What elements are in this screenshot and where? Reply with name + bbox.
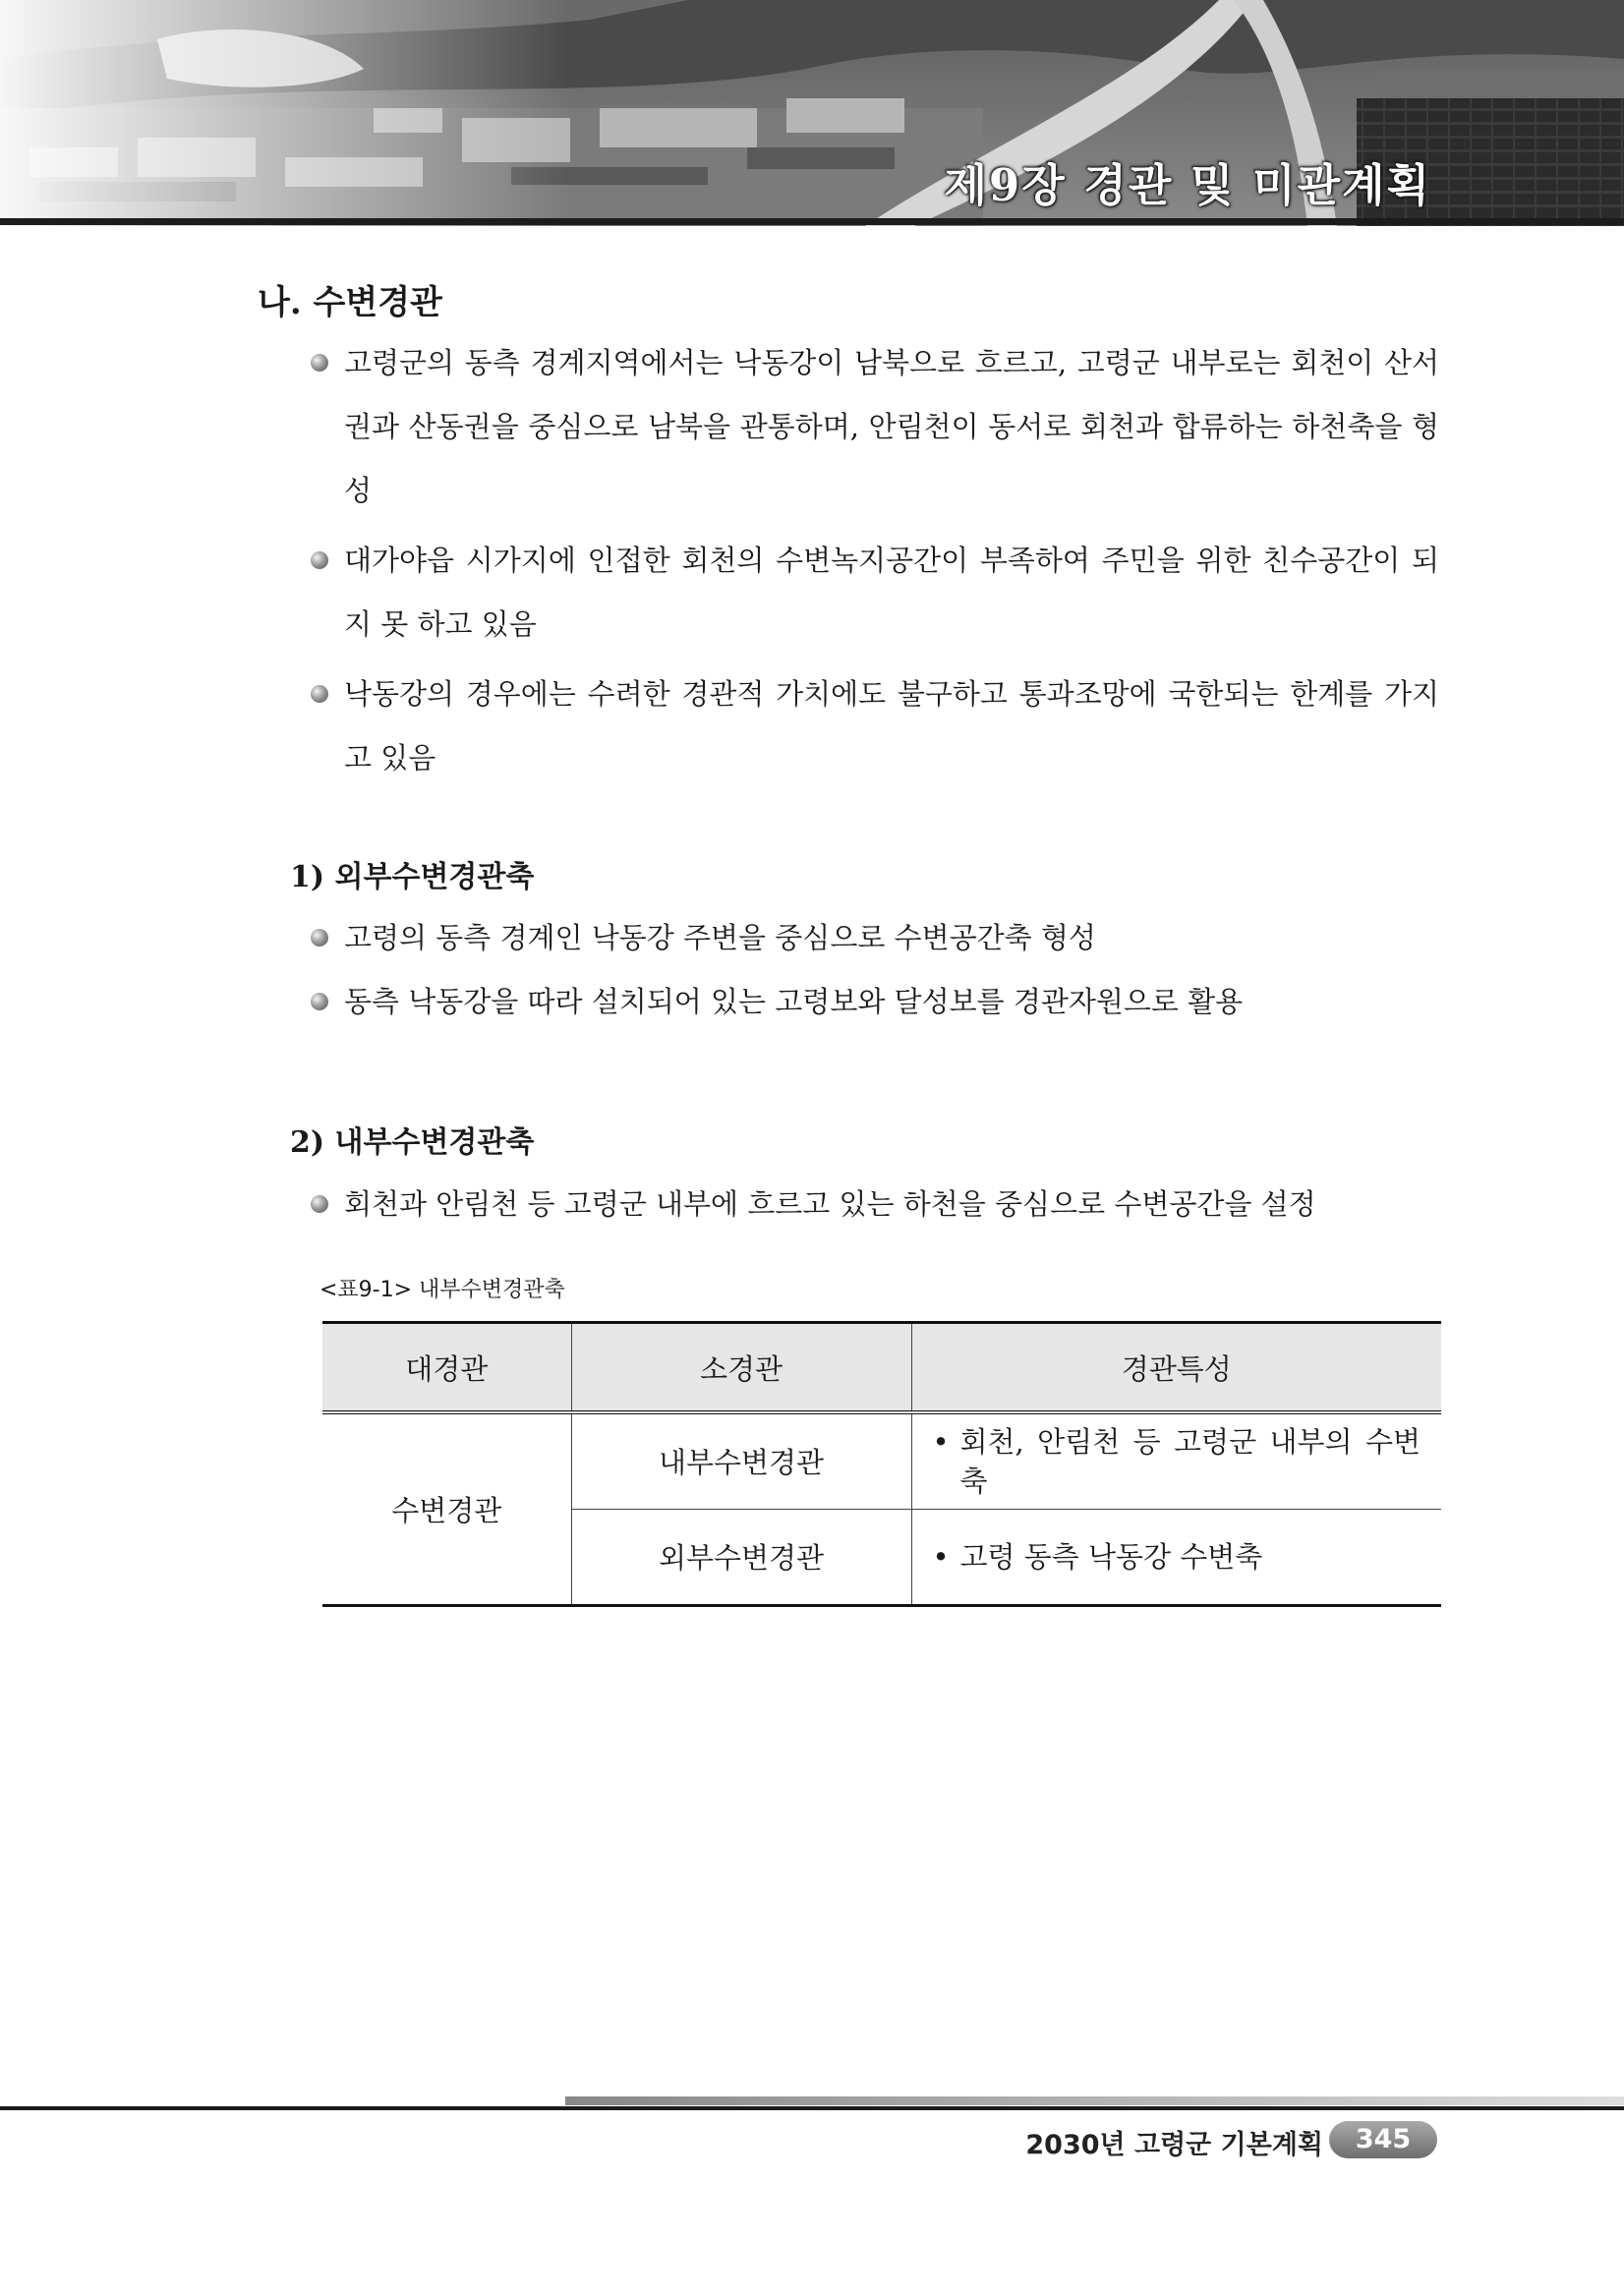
table-cell-feature <box>911 1509 1441 1605</box>
subsection-external-list <box>309 906 1439 1034</box>
table-caption: <표9-1> 내부수변경관축 <box>319 1278 565 1302</box>
column-header: 대경관 <box>322 1323 571 1413</box>
feature-text: 회천, 안림천 등 고령군 내부의 수변축 <box>959 1424 1421 1498</box>
footer-title: 2030년 고령군 기본계획 <box>1025 2130 1323 2160</box>
bullet-icon <box>311 993 328 1010</box>
bullet-icon <box>311 1195 328 1213</box>
footer-accent-bar <box>565 2096 1624 2105</box>
landscape-table <box>322 1321 1441 1607</box>
bullet-text: 고령군의 동측 경계지역에서는 낙동강이 남북으로 흐르고, 고령군 내부로는 회천이 산서권과 산동권을 중심으로 남북을 관통하며, 안림천이 동서로 회천과 합류하는 하천축을 형성 <box>344 346 1439 507</box>
header-banner <box>0 0 1624 226</box>
list-item <box>309 1173 1439 1236</box>
page-number: 345 <box>1329 2121 1437 2158</box>
list-item <box>309 662 1439 790</box>
bullet-text: 회천과 안림천 등 고령군 내부에 흐르고 있는 하천을 중심으로 수변공간을 설정 <box>344 1187 1316 1221</box>
bullet-icon <box>311 551 328 569</box>
table-cell-major: 수변경관 <box>322 1412 571 1605</box>
table-cell-feature <box>911 1412 1441 1509</box>
list-item <box>309 331 1439 523</box>
bullet-text: 대가야읍 시가지에 인접한 회천의 수변녹지공간이 부족하여 주민을 위한 친수공간이 되지 못 하고 있음 <box>344 544 1439 641</box>
column-header: 소경관 <box>571 1323 911 1413</box>
bullet-icon: • <box>932 1539 950 1574</box>
bullet-text: 동측 낙동강을 따라 설치되어 있는 고령보와 달성보를 경관자원으로 활용 <box>344 985 1244 1018</box>
table-row <box>322 1412 1441 1509</box>
bullet-icon: • <box>932 1424 950 1459</box>
bullet-icon <box>311 354 328 372</box>
bullet-icon <box>311 929 328 947</box>
section-heading: 나. 수변경관 <box>258 283 442 322</box>
table-cell-minor: 외부수변경관 <box>571 1509 911 1605</box>
footer-divider <box>0 2106 1624 2110</box>
subsection-heading-internal: 2) 내부수변경관축 <box>290 1125 535 1160</box>
feature-text: 고령 동측 낙동강 수변축 <box>959 1539 1263 1574</box>
list-item <box>309 970 1439 1034</box>
bullet-text: 고령의 동측 경계인 낙동강 주변을 중심으로 수변공간축 형성 <box>344 921 1096 954</box>
list-item <box>309 906 1439 970</box>
bullet-text: 낙동강의 경우에는 수려한 경관적 가치에도 불구하고 통과조망에 국한되는 한계를 가지고 있음 <box>344 677 1439 775</box>
table-header-row <box>322 1323 1441 1413</box>
header-divider <box>0 218 1624 225</box>
section-bullet-list <box>309 331 1439 790</box>
column-header: 경관특성 <box>911 1323 1441 1413</box>
table-cell-minor: 내부수변경관 <box>571 1412 911 1509</box>
chapter-title: 제9장 경관 및 미관계획 <box>944 159 1431 211</box>
subsection-heading-external: 1) 외부수변경관축 <box>290 860 535 894</box>
list-item <box>309 529 1439 657</box>
bullet-icon <box>311 685 328 703</box>
subsection-internal-list <box>309 1173 1439 1236</box>
